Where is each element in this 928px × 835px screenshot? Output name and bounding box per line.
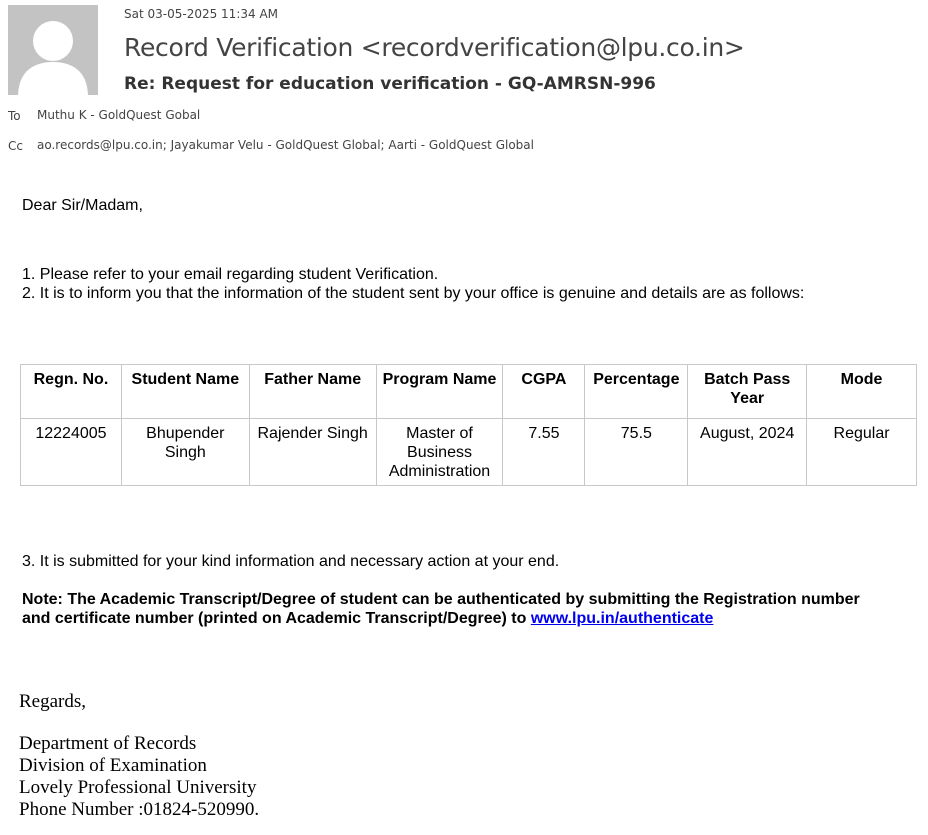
cell-mode: Regular — [807, 419, 917, 486]
header-student-name: Student Name — [121, 365, 249, 419]
sender-avatar — [8, 5, 98, 95]
point-1: 1. Please refer to your email regarding student Verification. — [22, 266, 439, 283]
cell-program-name: Master of Business Administration — [376, 419, 503, 486]
point-2: 2. It is to inform you that the information of the student sent by your office is genuine and details are as follows: — [22, 285, 805, 302]
header-program-name: Program Name — [376, 365, 503, 419]
cell-cgpa: 7.55 — [503, 419, 585, 486]
authenticate-link[interactable]: www.lpu.in/authenticate — [530, 610, 714, 627]
header-father-name: Father Name — [249, 365, 376, 419]
to-label: To — [8, 109, 21, 123]
authentication-note — [22, 590, 882, 628]
header-percentage: Percentage — [585, 365, 688, 419]
greeting: Dear Sir/Madam, — [22, 197, 143, 214]
header-batch-pass-year: Batch Pass Year — [688, 365, 807, 419]
sender-name[interactable]: Record Verification <recordverification@lpu.co.in> — [124, 33, 745, 62]
signature-regards: Regards, — [19, 691, 87, 712]
table-header-row — [21, 365, 917, 419]
person-icon — [8, 5, 98, 95]
header-regn-no: Regn. No. — [21, 365, 122, 419]
cell-regn-no: 12224005 — [21, 419, 122, 486]
email-date: Sat 03-05-2025 11:34 AM — [124, 7, 279, 21]
cell-batch-pass-year: August, 2024 — [688, 419, 807, 486]
cell-percentage: 75.5 — [585, 419, 688, 486]
cc-label: Cc — [8, 139, 23, 153]
signature-department: Department of Records — [19, 733, 197, 754]
header-cgpa: CGPA — [503, 365, 585, 419]
email-subject: Re: Request for education verification - GQ-AMRSN-996 — [124, 74, 656, 94]
verification-table — [20, 364, 917, 486]
to-recipients[interactable]: Muthu K - GoldQuest Gobal — [37, 108, 201, 122]
cc-recipients[interactable]: ao.records@lpu.co.in; Jayakumar Velu - GoldQuest Global; Aarti - GoldQuest Global — [37, 138, 534, 152]
cell-father-name: Rajender Singh — [249, 419, 376, 486]
table-row — [21, 419, 917, 486]
signature-phone: Phone Number :01824-520990. — [19, 799, 260, 820]
signature-university: Lovely Professional University — [19, 777, 257, 798]
point-3: 3. It is submitted for your kind information and necessary action at your end. — [22, 553, 560, 570]
header-mode: Mode — [807, 365, 917, 419]
cell-student-name: Bhupender Singh — [121, 419, 249, 486]
note-text: Note: The Academic Transcript/Degree of student can be authenticated by submitting the Registration number and certificate number (printed on Academic Transcript/Degree) to — [22, 591, 860, 627]
signature-division: Division of Examination — [19, 755, 207, 776]
